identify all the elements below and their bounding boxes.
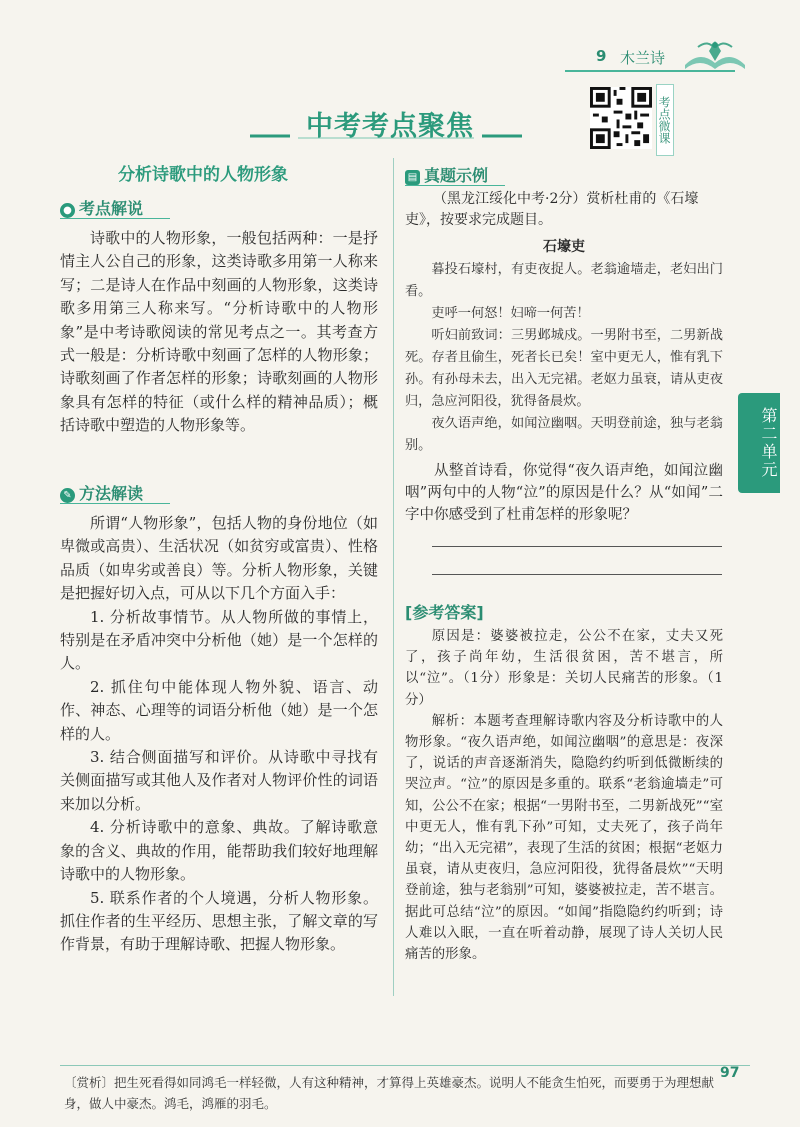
qr-code-icon[interactable]: [590, 87, 652, 149]
method-item-1: 1. 分析故事情节。从人物所做的事情上，特别是在矛盾冲突中分析他（她）是一个怎样的人。: [60, 607, 378, 673]
explanation-text: [60, 227, 378, 438]
section-heading-examples: ▤ 真题示例: [405, 163, 488, 186]
lesson-number: 9: [596, 47, 607, 65]
answer-paragraph: 原因是：婆婆被拉走，公公不在家，丈夫又死了，孩子尚年幼，生活很贫困，苦不堪言，所以“泣”。（1分）形象是：关切人民痛苦的形象。（1分）: [405, 629, 723, 708]
section-underline: [60, 218, 170, 219]
column-divider: [393, 158, 394, 996]
poem-text: [405, 259, 723, 457]
explanation-paragraph: 诗歌中的人物形象，一般包括两种：一是抒情主人公自己的形象，这类诗歌多用第一人称来写；二是诗人在作品中刻画的人物形象，这类诗歌多用第三人称来写。“分析诗歌中的人物形象”是中考诗歌阅读的常见考点之一。其考查方式一般是：分析诗歌中刻画了怎样的人物形象；诗歌刻画了作者怎样的形象；诗歌刻画的人物形象具有怎样的特征（或什么样的精神品质）；概括诗歌中塑造的人物形象等。: [60, 229, 378, 435]
key-icon: ✎: [60, 488, 75, 503]
person-icon: ●: [60, 203, 75, 218]
section-heading-explanation: ● 考点解说: [60, 196, 143, 219]
footer-note: 〔赏析〕把生死看得如同鸿毛一样轻微，人有这种精神，才算得上英雄豪杰。说明人不能贪生怕死，而要勇于为理想献身，做人中豪杰。鸿毛，鸿雁的羽毛。: [64, 1075, 715, 1111]
answer-blank-line[interactable]: [432, 546, 722, 547]
question-source: （黑龙江绥化中考·2分）赏析杜甫的《石壕吏》，按要求完成题目。: [405, 191, 699, 228]
method-item-5: 5. 联系作者的个人境遇，分析人物形象。抓住作者的生平经历、思想主张，了解文章的写作背景，有助于理解诗歌、把握人物形象。: [60, 888, 378, 954]
document-icon: ▤: [405, 170, 420, 185]
footer-rule: [60, 1065, 750, 1066]
poem-stanza: 暮投石壕村，有吏夜捉人。老翁逾墙走，老妇出门看。: [405, 262, 723, 299]
unit-tab: 第二单元: [738, 393, 780, 493]
page-banner-title: 中考考点聚焦: [306, 111, 474, 142]
section-underline: [60, 503, 170, 504]
lesson-title: 木兰诗: [620, 49, 666, 67]
method-intro: 所谓“人物形象”，包括人物的身份地位（如卑微或高贵）、生活状况（如贫穷或富贵）、性格品质（如卑劣或善良）等。分析人物形象，关键是把握好切入点，可从以下几个方面入手：: [60, 514, 378, 603]
poem-title: 石壕吏: [543, 239, 585, 255]
question-text: 从整首诗看，你觉得“夜久语声绝，如闻泣幽咽”两句中的人物“泣”的原因是什么？从“如闻”二字中你感受到了杜甫怎样的形象呢？: [405, 463, 723, 523]
answer-blank-line[interactable]: [432, 574, 722, 575]
section-heading-method: ✎ 方法解读: [60, 481, 143, 504]
method-item-3: 3. 结合侧面描写和评价。从诗歌中寻找有关侧面描写或其他人及作者对人物评价性的词语来加以分析。: [60, 748, 378, 813]
answer-heading: [参考答案]: [405, 603, 484, 622]
answer-analysis: 解析：本题考查理解诗歌内容及分析诗歌中的人物形象。“夜久语声绝，如闻泣幽咽”的意思是：夜深了，说话的声音逐渐消失，隐隐约约听到低微断续的哭泣声。“泣”的原因是多重的。联系“老翁逾墙走”可知，公公不在家；根据“一男附书至，二男新战死”“室中更无人，惟有乳下孙”可知，丈夫死了，孩子尚年幼；“出入无完裙”，表现了生活的贫困；根据“老妪力虽衰，请从吏夜归，急应河阳役，犹得备晨炊”“天明登前途，独与老翁别”可知，婆婆被拉走，苦不堪言。据此可总结“泣”的原因。“如闻”指隐隐约约听到；诗人难以入眠，一直在听着动静，展现了诗人关切人民痛苦的形象。: [405, 713, 723, 963]
poem-stanza: 夜久语声绝，如闻泣幽咽。天明登前途，独与老翁别。: [405, 416, 723, 453]
method-item-4: 4. 分析诗歌中的意象、典故。了解诗歌意象的含义、典故的作用，能帮助我们较好地理解诗歌中的人物形象。: [60, 818, 378, 884]
section-underline: [405, 185, 505, 186]
book-emblem-icon: [680, 35, 750, 73]
topic-heading: 分析诗歌中的人物形象: [118, 165, 288, 185]
answer-text: [405, 626, 723, 965]
method-item-2: 2. 抓住句中能体现人物外貌、语言、动作、神态、心理等的词语分析他（她）是一个怎样的人。: [60, 677, 378, 743]
page-number: 97: [720, 1065, 740, 1081]
poem-stanza: 听妇前致词：三男邺城戍。一男附书至，二男新战死。存者且偷生，死者长已矣！室中更无人，惟有乳下孙。有孙母未去，出入无完裙。老妪力虽衰，请从吏夜归，急应河阳役，犹得备晨炊。: [405, 328, 723, 409]
poem-stanza: 吏呼一何怒！妇啼一何苦！: [431, 306, 590, 321]
qr-label: 考点微课: [656, 84, 674, 156]
method-text: [60, 512, 378, 957]
